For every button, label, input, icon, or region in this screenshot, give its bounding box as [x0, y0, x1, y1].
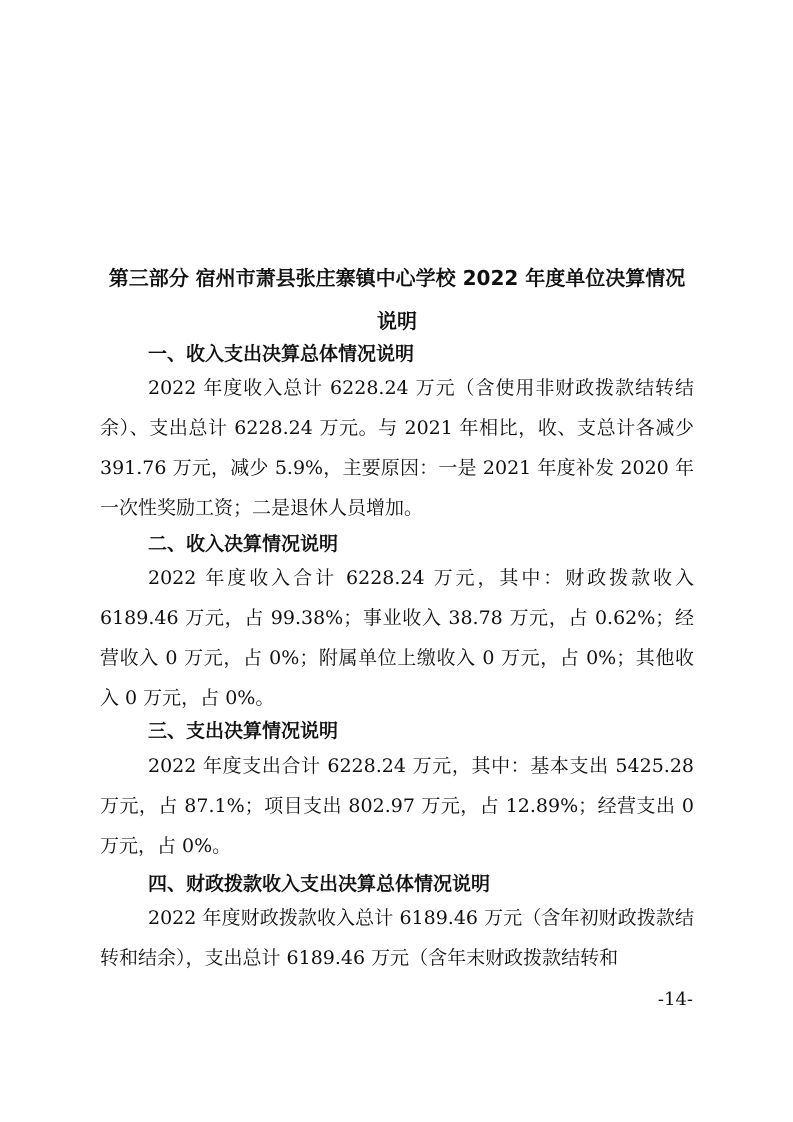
section-paragraph-4: 2022 年度财政拨款收入总计 6189.46 万元（含年初财政拨款结转和结余），支出总计 6189.46 万元（含年末财政拨款结转和	[100, 907, 694, 969]
page-number: -14-	[657, 989, 693, 1010]
document-title: 第三部分 宿州市萧县张庄寨镇中心学校 2022 年度单位决算情况说明	[108, 266, 686, 333]
section-paragraph-1: 2022 年度收入总计 6228.24 万元（含使用非财政拨款结转结余）、支出总计 6228.24 万元。与 2021 年相比，收、支总计各减少 391.76 万元，减少 5.9%，主要原因：一是 2021 年度补发 2020 年一次性奖励工资；二是退休人员增加。	[100, 377, 694, 519]
section-heading-2: 二、收入决算情况说明	[148, 533, 339, 555]
section-heading-1: 一、收入支出决算总体情况说明	[148, 343, 415, 365]
section-paragraph-3: 2022 年度支出合计 6228.24 万元，其中：基本支出 5425.28 万元，占 87.1%；项目支出 802.97 万元，占 12.89%；经营支出 0 万元，占 0%。	[100, 755, 694, 857]
section-heading-3: 三、支出决算情况说明	[148, 720, 339, 742]
section-paragraph-2: 2022 年度收入合计 6228.24 万元，其中：财政拨款收入 6189.46 万元，占 99.38%；事业收入 38.78 万元，占 0.62%；经营收入 0 万元，占 0%；附属单位上缴收入 0 万元，占 0%；其他收入 0 万元，占 0%。	[100, 567, 694, 709]
section-heading-4: 四、财政拨款收入支出决算总体情况说明	[148, 873, 491, 895]
